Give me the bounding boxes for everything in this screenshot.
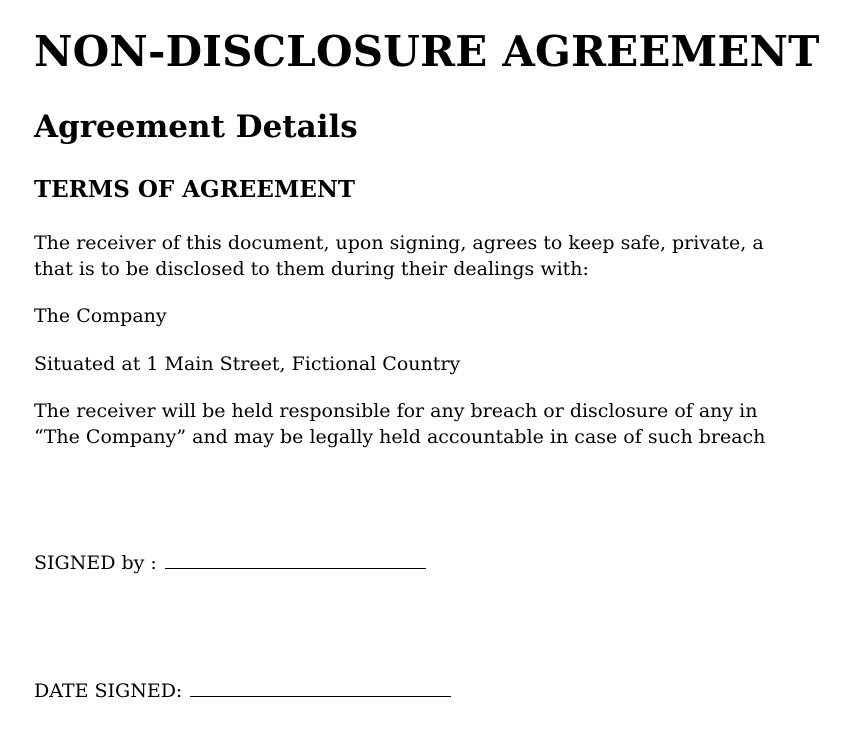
subsection-heading: TERMS OF AGREEMENT bbox=[34, 176, 356, 203]
date-signed-label: DATE SIGNED: bbox=[34, 680, 183, 702]
date-row bbox=[34, 677, 451, 704]
section-heading: Agreement Details bbox=[34, 109, 358, 145]
responsibility-paragraph-line-2: “The Company” and may be legally held accountable in case of such breach bbox=[34, 426, 766, 448]
company-name: The Company bbox=[34, 305, 167, 327]
signature-line[interactable] bbox=[165, 549, 426, 569]
document-title: NON-DISCLOSURE AGREEMENT bbox=[34, 27, 820, 76]
terms-paragraph bbox=[34, 230, 764, 282]
responsibility-paragraph bbox=[34, 398, 765, 450]
company-address: Situated at 1 Main Street, Fictional Country bbox=[34, 353, 461, 375]
signature-row bbox=[34, 549, 426, 576]
date-signed-line[interactable] bbox=[190, 677, 451, 697]
terms-paragraph-line-2: that is to be disclosed to them during their dealings with: bbox=[34, 258, 589, 280]
terms-paragraph-line-1: The receiver of this document, upon signing, agrees to keep safe, private, a bbox=[34, 232, 764, 254]
signed-by-label: SIGNED by : bbox=[34, 552, 157, 574]
responsibility-paragraph-line-1: The receiver will be held responsible for any breach or disclosure of any in bbox=[34, 400, 758, 422]
